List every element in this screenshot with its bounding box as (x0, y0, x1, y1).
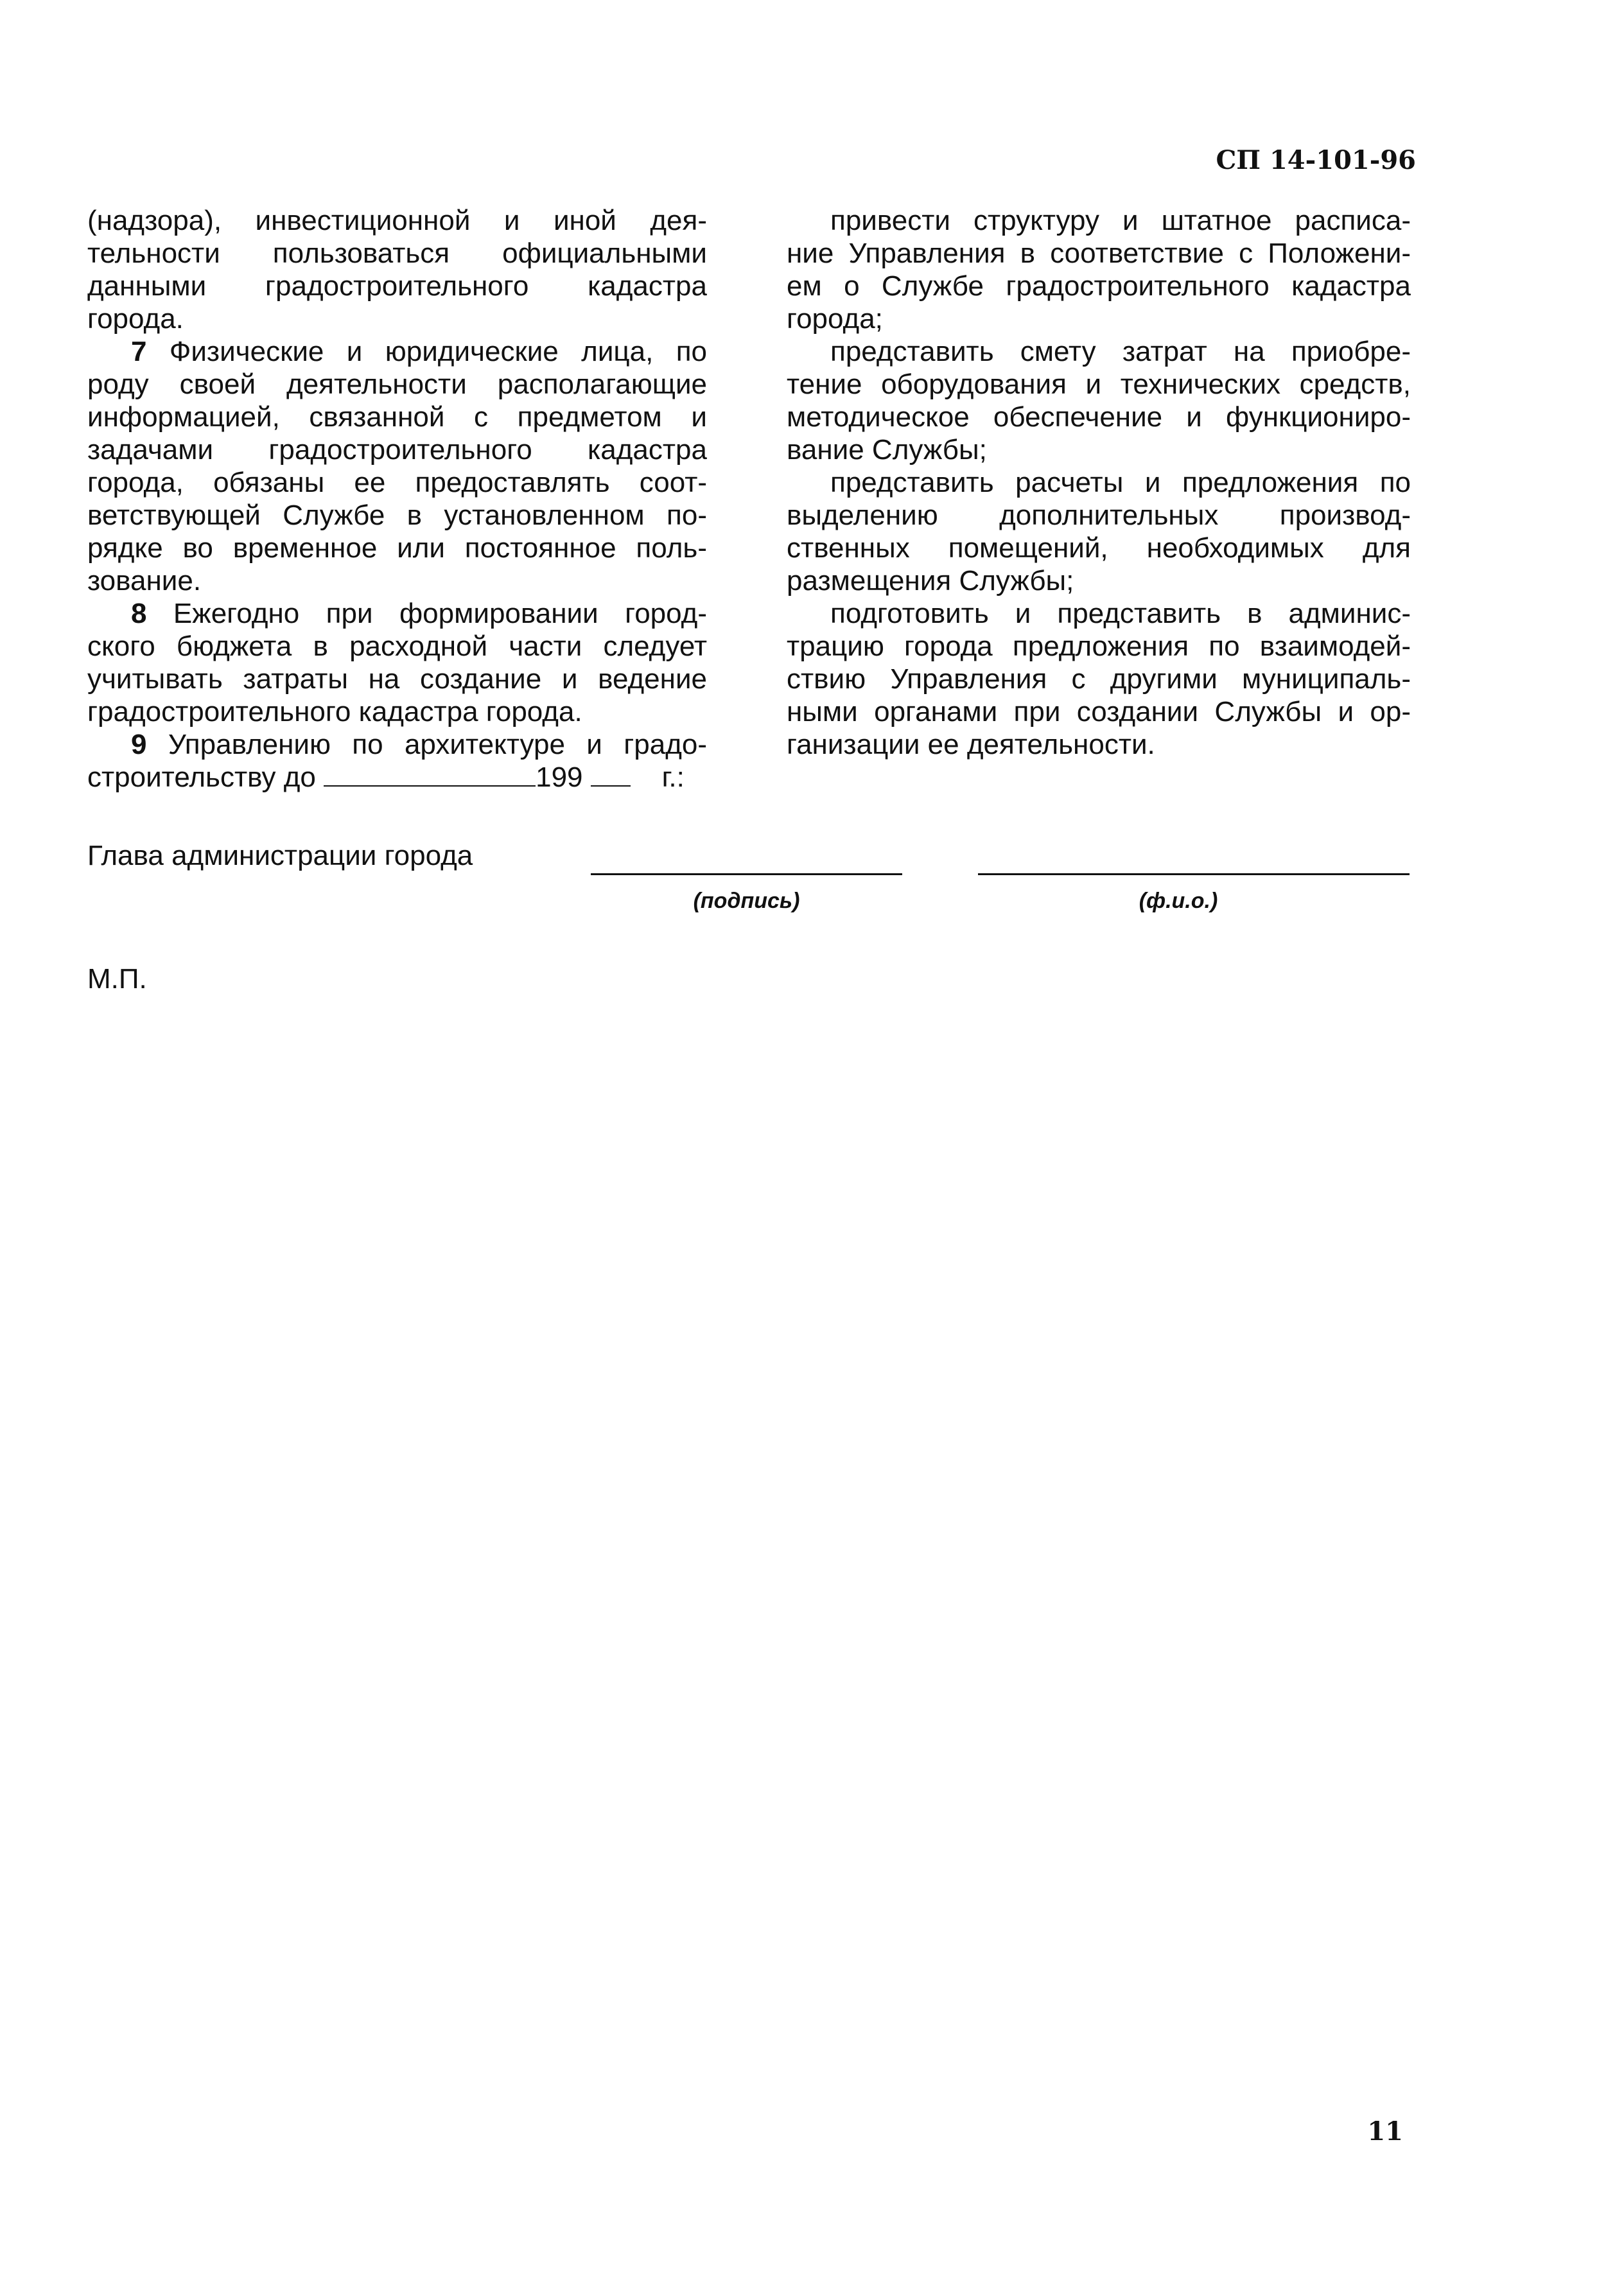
text-line: тение оборудования и технических средств, (787, 369, 1411, 400)
right-column (787, 204, 1411, 761)
name-line (978, 873, 1410, 875)
paragraph-number: 8 (131, 598, 147, 629)
paragraph-number: 9 (131, 729, 147, 760)
text-line: учитывать затраты на создание и ведение (87, 663, 707, 695)
text-line: задачами градостроительного кадастра (87, 434, 707, 466)
text-line: (надзора), инвестиционной и иной дея- (87, 205, 707, 236)
text-line: ем о Службе градостроительного кадастра (787, 270, 1411, 302)
paragraph-number: 7 (131, 336, 147, 367)
text-line: ние Управления в соответствие с Положени- (787, 238, 1411, 269)
text-line: информацией, связанной с предметом и (87, 401, 707, 433)
text-line: методическое обеспечение и функциониро- (787, 401, 1411, 433)
text-line: представить расчеты и предложения по (830, 467, 1411, 498)
signature-line (591, 873, 902, 875)
page-number: 11 (1367, 2116, 1403, 2147)
text-line: ского бюджета в расходной части следует (87, 631, 707, 662)
left-column (87, 204, 707, 794)
text-line: подготовить и представить в админис- (830, 598, 1411, 629)
text-line: зование. (87, 565, 202, 597)
text-line: ганизации ее деятельности. (787, 729, 1155, 760)
document-code: СП 14-101-96 (1216, 145, 1416, 175)
paragraph-9-first-line: 9 Управлению по архитектуре и градо- (131, 729, 707, 760)
text-line: вание Службы; (787, 434, 987, 466)
text-line: города, обязаны ее предоставлять соот- (87, 467, 707, 498)
text-line: размещения Службы; (787, 565, 1074, 597)
text-line: данными градостроительного кадастра (87, 270, 707, 302)
text-line: ствию Управления с другими муниципаль- (787, 663, 1411, 695)
paragraph-9-date-line: строительству до 199 г.: (87, 762, 685, 793)
paragraph-7-first-line: 7 Физические и юридические лица, по (131, 336, 707, 367)
text-line: представить смету затрат на приобре- (830, 336, 1411, 367)
date-blank-field (324, 762, 536, 787)
text-line: выделению дополнительных производ- (787, 500, 1411, 531)
text-line: рядке во временное или постоянное поль- (87, 532, 707, 564)
text-line: градостроительного кадастра города. (87, 696, 582, 727)
text-line: роду своей деятельности располагающие (87, 369, 707, 400)
text-line: города; (787, 303, 883, 335)
text-line: ными органами при создании Службы и ор- (787, 696, 1411, 727)
text-line: ственных помещений, необходимых для (787, 532, 1411, 564)
year-blank-field (591, 762, 631, 787)
text-line: ветствующей Службе в установленном по- (87, 500, 707, 531)
signature-caption: (подпись) (693, 889, 800, 913)
text-line: трацию города предложения по взаимодей- (787, 631, 1411, 662)
text-line: города. (87, 303, 184, 335)
text-line: тельности пользоваться официальными (87, 238, 707, 269)
stamp-label: М.П. (87, 963, 147, 995)
signature-title: Глава администрации города (87, 840, 473, 871)
paragraph-8-first-line: 8 Ежегодно при формировании город- (131, 598, 707, 629)
text-line: привести структуру и штатное расписа- (830, 205, 1411, 236)
name-caption: (ф.и.о.) (1139, 889, 1218, 913)
